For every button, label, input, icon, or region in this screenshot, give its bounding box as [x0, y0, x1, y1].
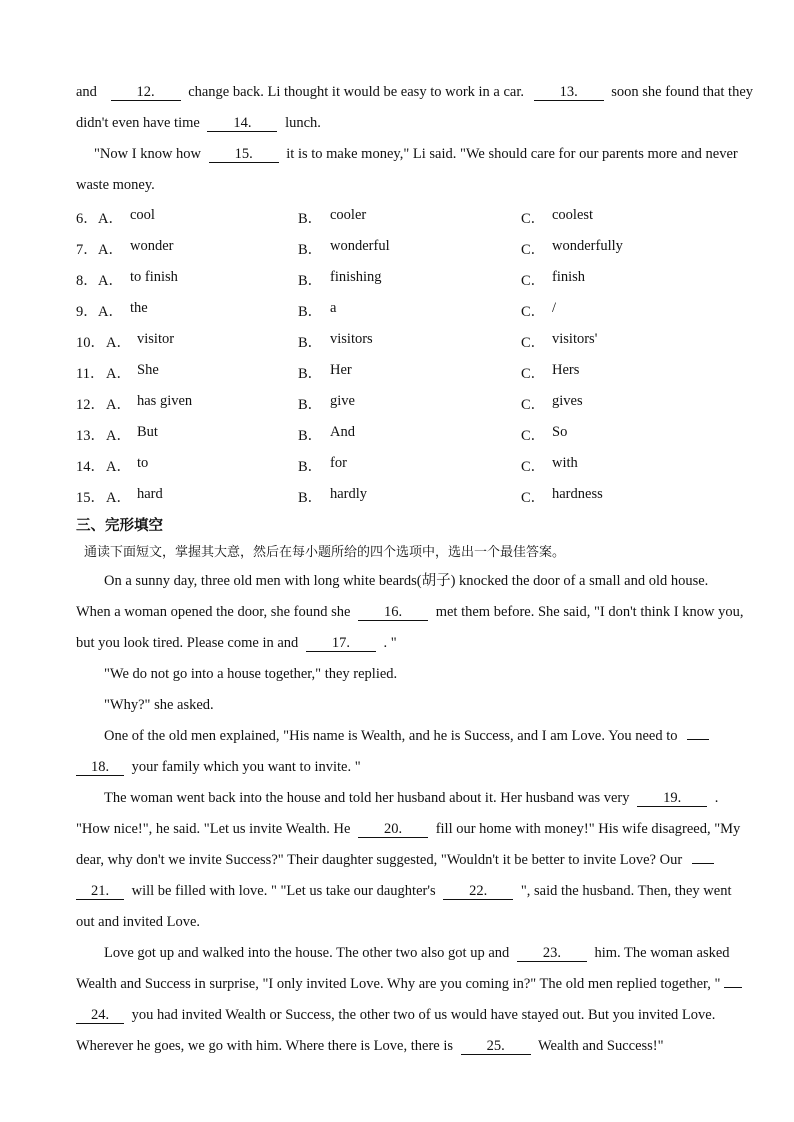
option-c[interactable]: hardness — [552, 486, 603, 502]
option-a[interactable]: the — [130, 300, 148, 316]
option-c[interactable]: Hers — [552, 362, 580, 378]
question-row — [76, 269, 776, 291]
passage2-line-14 — [76, 975, 746, 993]
question-row — [76, 486, 776, 508]
text: Wherever he goes, we go with him. Where there is Love, there is — [76, 1038, 453, 1054]
blank-15[interactable]: 15. — [209, 147, 279, 163]
passage2-line-6 — [104, 727, 713, 745]
text: On a sunny day, three old men with long white beards(胡子) knocked the door of a small and old house. — [104, 573, 709, 589]
question-row — [76, 207, 776, 229]
passage2-line-7 — [76, 758, 361, 776]
text: and — [76, 84, 97, 100]
option-b[interactable]: a — [330, 300, 337, 316]
blank-18-start — [687, 739, 709, 740]
option-b[interactable]: for — [330, 455, 347, 471]
option-b-letter: B． — [298, 366, 323, 382]
blank-12[interactable]: 12. — [111, 85, 181, 101]
text: . — [714, 790, 719, 806]
option-b[interactable]: wonderful — [330, 238, 390, 254]
option-c[interactable]: visitors' — [552, 331, 598, 347]
text: fill our home with money!" His wife disagreed, "My — [435, 821, 741, 837]
text: The woman went back into the house and told her husband about it. Her husband was very — [104, 790, 630, 806]
text: change back. Li thought it would be easy to work in a car. — [188, 84, 525, 100]
text: but you look tired. Please come in and — [76, 635, 299, 651]
section-heading: 三、完形填空 — [76, 518, 163, 534]
text: Wealth and Success!" — [538, 1038, 664, 1054]
question-number: 10． — [76, 335, 105, 351]
option-b-letter: B． — [298, 459, 323, 475]
option-c-letter: C． — [521, 211, 546, 227]
option-b[interactable]: give — [330, 393, 355, 409]
option-b-letter: B． — [298, 490, 323, 506]
option-a-letter: A． — [98, 242, 123, 258]
text: Wealth and Success in surprise, "I only invited Love. Why are you coming in?" The old men replied together, " — [76, 976, 721, 992]
option-b-letter: B． — [298, 397, 323, 413]
passage1-line-4 — [76, 176, 155, 194]
passage2-line-12 — [76, 913, 200, 931]
text: you had invited Wealth or Success, the other two of us would have stayed out. But you invited Love. — [131, 1007, 716, 1023]
option-b[interactable]: visitors — [330, 331, 373, 347]
option-b-letter: B． — [298, 242, 323, 258]
option-a-letter: A． — [106, 428, 131, 444]
option-c[interactable]: So — [552, 424, 568, 440]
passage1-line-2 — [76, 114, 321, 132]
text: didn't even have time — [76, 115, 200, 131]
option-b-letter: B． — [298, 211, 323, 227]
passage2-line-2 — [76, 603, 743, 621]
question-number: 9． — [76, 304, 98, 320]
option-a-letter: A． — [106, 459, 131, 475]
passage2-line-10 — [76, 851, 718, 869]
text: waste money. — [76, 177, 155, 193]
passage2-line-5 — [104, 696, 214, 714]
blank-23[interactable]: 23. — [517, 946, 587, 962]
option-a-letter: A． — [106, 366, 131, 382]
option-a[interactable]: cool — [130, 207, 155, 223]
passage1-line-3 — [94, 145, 738, 163]
question-number: 12． — [76, 397, 105, 413]
option-c[interactable]: gives — [552, 393, 583, 409]
option-c[interactable]: wonderfully — [552, 238, 623, 254]
blank-24-start — [724, 987, 742, 988]
text: "How nice!", he said. "Let us invite Wealth. He — [76, 821, 351, 837]
option-c[interactable]: / — [552, 300, 557, 316]
blank-21[interactable]: 21. — [76, 884, 124, 900]
option-c-letter: C． — [521, 490, 546, 506]
text: your family which you want to invite. " — [131, 759, 361, 775]
question-number: 11． — [76, 366, 105, 382]
passage2-line-9 — [76, 820, 740, 838]
option-a-letter: A． — [98, 211, 123, 227]
text: When a woman opened the door, she found she — [76, 604, 351, 620]
question-row — [76, 300, 776, 322]
option-a-letter: A． — [98, 273, 123, 289]
text: will be filled with love. " "Let us take our daughter's — [131, 883, 436, 899]
question-number: 7． — [76, 242, 98, 258]
option-a[interactable]: But — [137, 424, 158, 440]
passage2-line-1 — [104, 572, 708, 590]
option-c-letter: C． — [521, 273, 546, 289]
passage2-line-13 — [104, 944, 730, 962]
blank-19[interactable]: 19. — [637, 791, 707, 807]
blank-18[interactable]: 18. — [76, 760, 124, 776]
text: ", said the husband. Then, they went — [520, 883, 732, 899]
question-number: 6． — [76, 211, 98, 227]
text: out and invited Love. — [76, 914, 201, 930]
text: "Why?" she asked. — [104, 697, 214, 713]
question-number: 8． — [76, 273, 98, 289]
text: him. The woman asked — [594, 945, 730, 961]
passage2-line-11 — [76, 882, 732, 900]
option-c[interactable]: finish — [552, 269, 586, 285]
option-c-letter: C． — [521, 335, 546, 351]
blank-21-start — [692, 863, 714, 864]
option-b[interactable]: hardly — [330, 486, 368, 502]
passage1-line-1 — [76, 83, 753, 101]
question-row — [76, 455, 776, 477]
option-a[interactable]: She — [137, 362, 159, 378]
option-c-letter: C． — [521, 304, 546, 320]
option-c-letter: C． — [521, 242, 546, 258]
blank-13[interactable]: 13. — [534, 85, 604, 101]
text: met them before. She said, "I don't think I know you, — [435, 604, 744, 620]
blank-25[interactable]: 25. — [461, 1039, 531, 1055]
question-number: 13． — [76, 428, 105, 444]
text: lunch. — [285, 115, 321, 131]
text: "We do not go into a house together," they replied. — [104, 666, 398, 682]
passage2-line-15 — [76, 1006, 715, 1024]
text: soon she found that they — [611, 84, 754, 100]
blank-24[interactable]: 24. — [76, 1008, 124, 1024]
option-a[interactable]: hard — [137, 486, 163, 502]
option-a[interactable]: wonder — [130, 238, 174, 254]
option-c[interactable]: with — [552, 455, 578, 471]
option-b-letter: B． — [298, 304, 323, 320]
question-row — [76, 362, 776, 384]
option-a[interactable]: visitor — [137, 331, 175, 347]
text: Love got up and walked into the house. The other two also got up and — [104, 945, 510, 961]
text: dear, why don't we invite Success?" Their daughter suggested, "Wouldn't it be better to invite Love? Our — [76, 852, 683, 868]
question-number: 14． — [76, 459, 105, 475]
option-c-letter: C． — [521, 397, 546, 413]
blank-14[interactable]: 14. — [207, 116, 277, 132]
passage2-line-8 — [104, 789, 718, 807]
text: . " — [383, 635, 397, 651]
blank-22[interactable]: 22. — [443, 884, 513, 900]
option-c-letter: C． — [521, 366, 546, 382]
question-row — [76, 331, 776, 353]
option-b[interactable]: Her — [330, 362, 352, 378]
text: "Now I know how — [94, 146, 202, 162]
option-a[interactable]: to — [137, 455, 149, 471]
option-b-letter: B． — [298, 335, 323, 351]
passage2-line-16 — [76, 1037, 664, 1055]
option-c[interactable]: coolest — [552, 207, 594, 223]
option-b[interactable]: finishing — [330, 269, 382, 285]
section-instruction: 通读下面短文，掌握其大意，然后在每小题所给的四个选项中，选出一个最佳答案。 — [84, 545, 566, 560]
blank-17[interactable]: 17. — [306, 636, 376, 652]
question-row — [76, 424, 776, 446]
option-c-letter: C． — [521, 459, 546, 475]
option-b-letter: B． — [298, 273, 323, 289]
option-c-letter: C． — [521, 428, 546, 444]
text: One of the old men explained, "His name is Wealth, and he is Success, and I am Love. You need to — [104, 728, 678, 744]
option-a-letter: A． — [98, 304, 123, 320]
passage2-line-3 — [76, 634, 397, 652]
option-b[interactable]: And — [330, 424, 355, 440]
option-a-letter: A． — [106, 490, 131, 506]
blank-20[interactable]: 20. — [358, 822, 428, 838]
option-a[interactable]: to finish — [130, 269, 178, 285]
question-row — [76, 238, 776, 260]
option-b[interactable]: cooler — [330, 207, 367, 223]
option-a[interactable]: has given — [137, 393, 193, 409]
option-a-letter: A． — [106, 335, 131, 351]
option-b-letter: B． — [298, 428, 323, 444]
question-row — [76, 393, 776, 415]
question-number: 15． — [76, 490, 105, 506]
option-a-letter: A． — [106, 397, 131, 413]
passage2-line-4 — [104, 665, 397, 683]
text: it is to make money," Li said. "We should care for our parents more and never — [286, 146, 738, 162]
blank-16[interactable]: 16. — [358, 605, 428, 621]
